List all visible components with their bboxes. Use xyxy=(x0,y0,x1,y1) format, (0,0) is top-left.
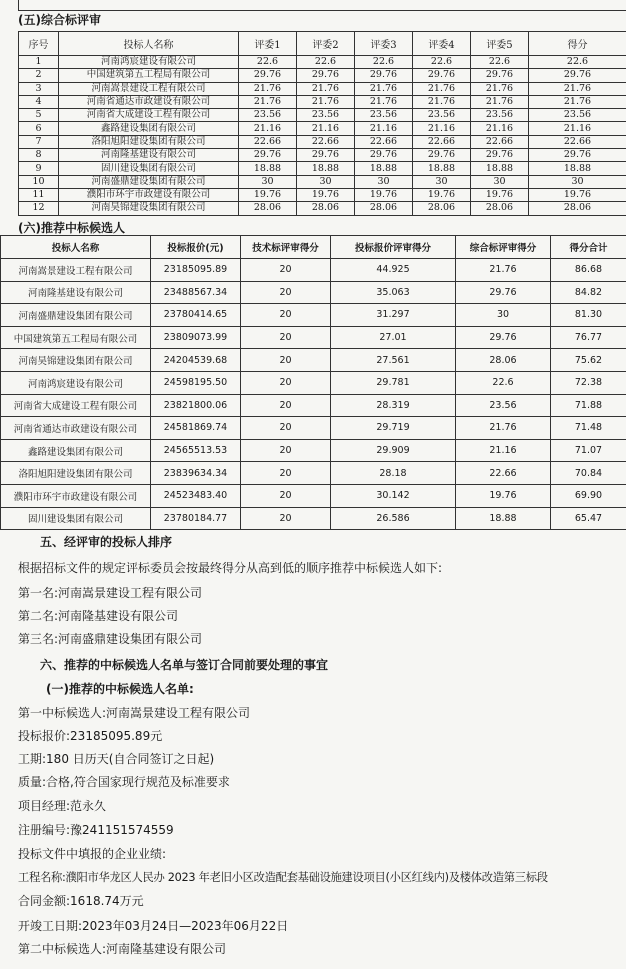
table-cell: 18.88 xyxy=(456,507,551,530)
table-cell: 28.06 xyxy=(355,202,413,215)
heading-candidates: 六、推荐的中标候选人名单与签订合同前要处理的事宜 xyxy=(40,658,329,672)
table-cell: 28.06 xyxy=(529,202,626,215)
table-cell: 河南盛鼎建设集团有限公司 xyxy=(59,175,239,188)
table-row xyxy=(1,439,626,462)
table-cell: 23.56 xyxy=(529,109,626,122)
table-cell: 23839634.34 xyxy=(151,462,241,485)
table-cell: 19.76 xyxy=(355,188,413,201)
table-row xyxy=(1,304,626,327)
section6-header-row xyxy=(1,236,626,259)
table-cell: 22.6 xyxy=(456,371,551,394)
table-row xyxy=(1,326,626,349)
column-header: 投标报价(元) xyxy=(151,236,241,259)
table-cell: 河南隆基建设有限公司 xyxy=(1,281,151,304)
column-header: 投标人名称 xyxy=(59,32,239,56)
table-cell: 河南鸿宸建设有限公司 xyxy=(59,56,239,69)
table-cell: 21.76 xyxy=(239,95,297,108)
table-row xyxy=(19,95,626,108)
table-cell: 21.76 xyxy=(456,259,551,282)
table-row xyxy=(1,417,626,440)
table-row xyxy=(19,122,626,135)
table-cell: 29.76 xyxy=(413,149,471,162)
table-cell: 22.66 xyxy=(355,135,413,148)
table-cell: 76.77 xyxy=(551,326,626,349)
table-row xyxy=(1,371,626,394)
table-cell: 固川建设集团有限公司 xyxy=(59,162,239,175)
column-header: 评委1 xyxy=(239,32,297,56)
table-cell: 21.76 xyxy=(355,82,413,95)
table-cell: 18.88 xyxy=(355,162,413,175)
table-cell: 20 xyxy=(241,304,331,327)
table-row xyxy=(1,349,626,372)
table-cell: 河南嵩景建设工程有限公司 xyxy=(59,82,239,95)
table-cell: 28.06 xyxy=(456,349,551,372)
table-cell: 22.6 xyxy=(471,56,529,69)
table-cell: 30 xyxy=(297,175,355,188)
table-cell: 22.66 xyxy=(456,462,551,485)
table-row xyxy=(1,507,626,530)
table-cell: 23.56 xyxy=(413,109,471,122)
table-cell: 濮阳市环宇市政建设有限公司 xyxy=(59,188,239,201)
table-cell: 2 xyxy=(19,69,59,82)
table-cell: 69.90 xyxy=(551,484,626,507)
table-cell: 29.76 xyxy=(239,149,297,162)
table-cell: 河南省大成建设工程有限公司 xyxy=(1,394,151,417)
table-cell: 23780414.65 xyxy=(151,304,241,327)
table-cell: 河南嵩景建设工程有限公司 xyxy=(1,259,151,282)
registration-number: 注册编号:豫241151574559 xyxy=(18,823,174,837)
column-header: 投标人名称 xyxy=(1,236,151,259)
table-cell: 29.76 xyxy=(471,149,529,162)
heading-ranking: 五、经评审的投标人排序 xyxy=(40,535,173,549)
first-candidate: 第一中标候选人:河南嵩景建设工程有限公司 xyxy=(18,706,251,720)
table-row xyxy=(1,259,626,282)
table-cell: 24204539.68 xyxy=(151,349,241,372)
table-cell: 23780184.77 xyxy=(151,507,241,530)
table-cell: 18.88 xyxy=(529,162,626,175)
table-cell: 洛阳旭阳建设集团有限公司 xyxy=(59,135,239,148)
table-cell: 30 xyxy=(529,175,626,188)
table-cell: 30 xyxy=(456,304,551,327)
project-name: 工程名称:濮阳市华龙区人民办 2023 年老旧小区改造配套基础设施建设项目(小区红线内)及楼体改造第三标段 xyxy=(18,871,548,884)
table-cell: 鑫路建设集团有限公司 xyxy=(1,439,151,462)
table-cell: 71.07 xyxy=(551,439,626,462)
table-cell: 31.297 xyxy=(331,304,456,327)
table-cell: 洛阳旭阳建设集团有限公司 xyxy=(1,462,151,485)
table-cell: 65.47 xyxy=(551,507,626,530)
table-cell: 35.063 xyxy=(331,281,456,304)
table-cell: 河南昊锦建设集团有限公司 xyxy=(1,349,151,372)
table-cell: 河南盛鼎建设集团有限公司 xyxy=(1,304,151,327)
table-cell: 河南省通达市政建设有限公司 xyxy=(1,417,151,440)
table-cell: 6 xyxy=(19,122,59,135)
table-cell: 27.561 xyxy=(331,349,456,372)
table-cell: 21.76 xyxy=(355,95,413,108)
table-cell: 1 xyxy=(19,56,59,69)
table-cell: 29.76 xyxy=(456,281,551,304)
table-cell: 75.62 xyxy=(551,349,626,372)
table-row xyxy=(19,56,626,69)
table-cell: 21.16 xyxy=(355,122,413,135)
table-cell: 鑫路建设集团有限公司 xyxy=(59,122,239,135)
table-cell: 29.76 xyxy=(456,326,551,349)
table-cell: 30 xyxy=(413,175,471,188)
section6-title: (六)推荐中标候选人 xyxy=(18,221,125,235)
table-cell: 22.66 xyxy=(529,135,626,148)
column-header: 评委4 xyxy=(413,32,471,56)
table-cell: 23.56 xyxy=(456,394,551,417)
table-cell: 21.76 xyxy=(413,82,471,95)
table-cell: 28.18 xyxy=(331,462,456,485)
table-cell: 21.76 xyxy=(297,82,355,95)
table-cell: 21.76 xyxy=(239,82,297,95)
rank-third: 第三名:河南盛鼎建设集团有限公司 xyxy=(18,632,203,646)
table-row xyxy=(1,484,626,507)
table-cell: 22.66 xyxy=(297,135,355,148)
table-cell: 29.76 xyxy=(529,69,626,82)
table-cell: 23809073.99 xyxy=(151,326,241,349)
table-cell: 3 xyxy=(19,82,59,95)
table-cell: 26.586 xyxy=(331,507,456,530)
table-cell: 27.01 xyxy=(331,326,456,349)
table-cell: 21.16 xyxy=(239,122,297,135)
table-cell: 30 xyxy=(471,175,529,188)
table-cell: 29.76 xyxy=(239,69,297,82)
table-cell: 81.30 xyxy=(551,304,626,327)
table-cell: 20 xyxy=(241,439,331,462)
second-candidate: 第二中标候选人:河南隆基建设有限公司 xyxy=(18,942,227,956)
table-cell: 中国建筑第五工程局有限公司 xyxy=(1,326,151,349)
table-cell: 22.66 xyxy=(239,135,297,148)
table-cell: 18.88 xyxy=(413,162,471,175)
table-cell: 29.76 xyxy=(297,149,355,162)
table-cell: 19.76 xyxy=(297,188,355,201)
table-cell: 河南省大成建设工程有限公司 xyxy=(59,109,239,122)
table-cell: 22.6 xyxy=(529,56,626,69)
ranking-intro: 根据招标文件的规定评标委员会按最终得分从高到低的顺序推荐中标候选人如下: xyxy=(18,561,443,575)
table-cell: 21.76 xyxy=(529,95,626,108)
table-row xyxy=(19,109,626,122)
table-cell: 19.76 xyxy=(529,188,626,201)
section5-title: (五)综合标评审 xyxy=(18,13,101,27)
table-cell: 30 xyxy=(355,175,413,188)
table-cell: 23.56 xyxy=(239,109,297,122)
table-cell: 21.76 xyxy=(471,82,529,95)
project-manager: 项目经理:范永久 xyxy=(18,799,107,813)
table-cell: 71.88 xyxy=(551,394,626,417)
table-cell: 29.76 xyxy=(413,69,471,82)
column-header: 评委2 xyxy=(297,32,355,56)
table-cell: 5 xyxy=(19,109,59,122)
table-cell: 24598195.50 xyxy=(151,371,241,394)
column-header: 序号 xyxy=(19,32,59,56)
table-cell: 28.06 xyxy=(297,202,355,215)
table-row xyxy=(19,135,626,148)
table-cell: 30.142 xyxy=(331,484,456,507)
previous-table-edge xyxy=(18,0,626,11)
table-cell: 19.76 xyxy=(471,188,529,201)
table-row xyxy=(19,149,626,162)
table-cell: 28.06 xyxy=(471,202,529,215)
subheading-candidate-list: (一)推荐的中标候选人名单: xyxy=(46,682,194,696)
table-cell: 河南省通达市政建设有限公司 xyxy=(59,95,239,108)
table-cell: 24565513.53 xyxy=(151,439,241,462)
table-cell: 20 xyxy=(241,462,331,485)
table-cell: 19.76 xyxy=(239,188,297,201)
table-row xyxy=(19,82,626,95)
table-cell: 29.76 xyxy=(297,69,355,82)
table-cell: 23.56 xyxy=(355,109,413,122)
table-cell: 20 xyxy=(241,371,331,394)
table-cell: 18.88 xyxy=(239,162,297,175)
table-cell: 18.88 xyxy=(471,162,529,175)
table-cell: 20 xyxy=(241,394,331,417)
rank-first: 第一名:河南嵩景建设工程有限公司 xyxy=(18,586,203,600)
table-cell: 河南昊锦建设集团有限公司 xyxy=(59,202,239,215)
table-cell: 20 xyxy=(241,484,331,507)
table-cell: 29.76 xyxy=(355,149,413,162)
table-cell: 19.76 xyxy=(413,188,471,201)
table-cell: 21.76 xyxy=(471,95,529,108)
table-cell: 44.925 xyxy=(331,259,456,282)
construction-period: 工期:180 日历天(自合同签订之日起) xyxy=(18,752,215,766)
table-cell: 21.76 xyxy=(456,417,551,440)
table-row xyxy=(19,188,626,201)
table-cell: 4 xyxy=(19,95,59,108)
table-cell: 23488567.34 xyxy=(151,281,241,304)
table-cell: 21.76 xyxy=(297,95,355,108)
table-cell: 22.6 xyxy=(355,56,413,69)
table-cell: 12 xyxy=(19,202,59,215)
table-cell: 23.56 xyxy=(471,109,529,122)
table-cell: 29.719 xyxy=(331,417,456,440)
table-cell: 29.76 xyxy=(471,69,529,82)
table-cell: 20 xyxy=(241,417,331,440)
table-cell: 河南鸿宸建设有限公司 xyxy=(1,371,151,394)
table-cell: 23.56 xyxy=(297,109,355,122)
table-cell: 21.76 xyxy=(413,95,471,108)
table-cell: 72.38 xyxy=(551,371,626,394)
section5-table xyxy=(18,31,626,216)
table-cell: 19.76 xyxy=(456,484,551,507)
table-cell: 21.76 xyxy=(529,82,626,95)
table-cell: 86.68 xyxy=(551,259,626,282)
contract-amount: 合同金额:1618.74万元 xyxy=(18,894,144,908)
column-header: 技术标评审得分 xyxy=(241,236,331,259)
table-cell: 28.319 xyxy=(331,394,456,417)
table-cell: 23821800.06 xyxy=(151,394,241,417)
table-cell: 20 xyxy=(241,507,331,530)
table-cell: 30 xyxy=(239,175,297,188)
rank-second: 第二名:河南隆基建设有限公司 xyxy=(18,609,179,623)
table-cell: 28.06 xyxy=(413,202,471,215)
table-cell: 20 xyxy=(241,349,331,372)
table-cell: 21.16 xyxy=(413,122,471,135)
table-row xyxy=(1,394,626,417)
table-cell: 23185095.89 xyxy=(151,259,241,282)
quality-requirement: 质量:合格,符合国家现行规范及标准要求 xyxy=(18,775,230,789)
table-cell: 21.16 xyxy=(471,122,529,135)
table-cell: 22.6 xyxy=(413,56,471,69)
table-cell: 84.82 xyxy=(551,281,626,304)
table-cell: 21.16 xyxy=(297,122,355,135)
table-cell: 20 xyxy=(241,326,331,349)
table-cell: 21.16 xyxy=(456,439,551,462)
table-cell: 11 xyxy=(19,188,59,201)
table-cell: 70.84 xyxy=(551,462,626,485)
table-cell: 河南隆基建设有限公司 xyxy=(59,149,239,162)
section5-header-row xyxy=(19,32,626,56)
column-header: 得分 xyxy=(529,32,626,56)
column-header: 综合标评审得分 xyxy=(456,236,551,259)
table-cell: 28.06 xyxy=(239,202,297,215)
table-cell: 29.76 xyxy=(529,149,626,162)
column-header: 得分合计 xyxy=(551,236,626,259)
performance-heading: 投标文件中填报的企业业绩: xyxy=(18,847,167,861)
column-header: 评委3 xyxy=(355,32,413,56)
table-row xyxy=(19,162,626,175)
table-cell: 29.909 xyxy=(331,439,456,462)
table-cell: 71.48 xyxy=(551,417,626,440)
table-cell: 20 xyxy=(241,281,331,304)
table-cell: 18.88 xyxy=(297,162,355,175)
column-header: 投标报价评审得分 xyxy=(331,236,456,259)
table-cell: 20 xyxy=(241,259,331,282)
table-cell: 24581869.74 xyxy=(151,417,241,440)
table-cell: 22.66 xyxy=(471,135,529,148)
bid-price: 投标报价:23185095.89元 xyxy=(18,729,163,743)
table-cell: 固川建设集团有限公司 xyxy=(1,507,151,530)
table-cell: 濮阳市环宇市政建设有限公司 xyxy=(1,484,151,507)
section6-table xyxy=(0,235,626,530)
table-cell: 7 xyxy=(19,135,59,148)
table-row xyxy=(1,462,626,485)
table-row xyxy=(19,175,626,188)
table-cell: 24523483.40 xyxy=(151,484,241,507)
table-cell: 29.781 xyxy=(331,371,456,394)
column-header: 评委5 xyxy=(471,32,529,56)
table-row xyxy=(1,281,626,304)
table-cell: 中国建筑第五工程局有限公司 xyxy=(59,69,239,82)
table-cell: 9 xyxy=(19,162,59,175)
table-row xyxy=(19,202,626,215)
project-dates: 开竣工日期:2023年03月24日—2023年06月22日 xyxy=(18,919,289,933)
table-cell: 10 xyxy=(19,175,59,188)
table-cell: 22.6 xyxy=(297,56,355,69)
table-cell: 22.66 xyxy=(413,135,471,148)
table-cell: 29.76 xyxy=(355,69,413,82)
table-cell: 21.16 xyxy=(529,122,626,135)
table-cell: 8 xyxy=(19,149,59,162)
table-cell: 22.6 xyxy=(239,56,297,69)
table-row xyxy=(19,69,626,82)
